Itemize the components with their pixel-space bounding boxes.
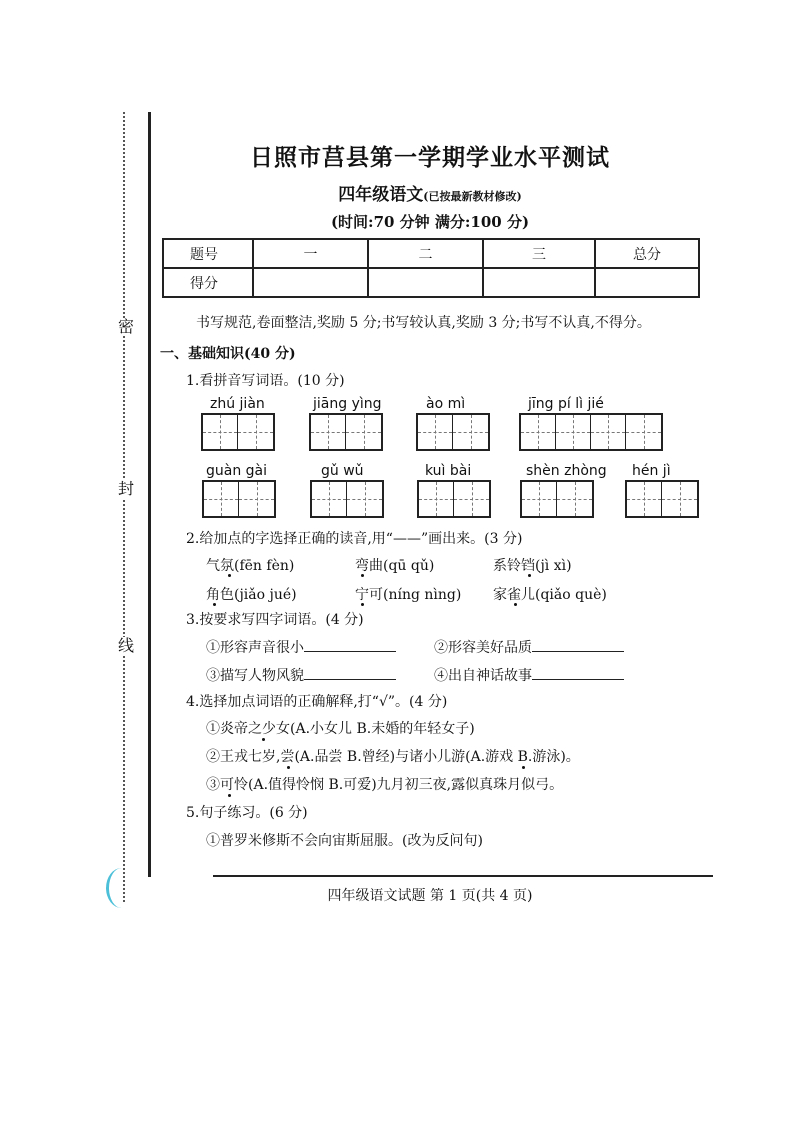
pinyin-label: guàn gài — [206, 463, 268, 479]
binding-dotted-line — [123, 112, 125, 902]
char-writing-boxes[interactable] — [202, 480, 276, 518]
definition-choice[interactable]: ②王戎七岁,尝(A.品尝 B.曾经)与诸小儿游(A.游戏 B.游泳)。 — [206, 749, 580, 765]
question-1-title: 1.看拼音写词语。(10 分) — [186, 373, 345, 389]
four-char-item: ②形容美好品质 — [434, 637, 624, 657]
char-writing-boxes[interactable] — [625, 480, 699, 518]
emphasis-dot — [262, 738, 265, 741]
score-row-label: 得分 — [163, 268, 253, 297]
emphasis-dot — [361, 603, 364, 606]
char-writing-boxes[interactable] — [519, 413, 663, 451]
pinyin-label: shèn zhòng — [526, 463, 607, 479]
exam-time-info: (时间:70 分钟 满分:100 分) — [330, 213, 530, 231]
seal-char-mi: 密 — [118, 317, 135, 336]
pinyin-label: gǔ wǔ — [321, 463, 364, 479]
char-writing-boxes[interactable] — [417, 480, 491, 518]
pinyin-label: ào mì — [426, 396, 466, 412]
emphasis-dot — [287, 766, 290, 769]
answer-blank[interactable] — [532, 639, 624, 652]
seal-char-feng: 封 — [118, 479, 135, 498]
answer-blank[interactable] — [532, 667, 624, 680]
four-char-item: ①形容声音很小 — [206, 637, 396, 657]
char-writing-boxes[interactable] — [309, 413, 383, 451]
emphasis-dot — [528, 574, 531, 577]
bleed-through-shadow — [712, 335, 772, 635]
emphasis-dot — [522, 766, 525, 769]
writing-note: 书写规范,卷面整洁,奖励 5 分;书写较认真,奖励 3 分;书写不认真,不得分。 — [196, 315, 651, 331]
score-header-cell: 题号 — [163, 239, 253, 268]
pinyin-label: jiāng yìng — [313, 396, 382, 412]
score-header-cell: 总分 — [595, 239, 699, 268]
emphasis-dot — [514, 603, 517, 606]
pinyin-label: jīng pí lì jié — [528, 396, 604, 412]
score-header-cell: 二 — [368, 239, 483, 268]
pinyin-label: hén jì — [632, 463, 671, 479]
pronunciation-option[interactable]: 宁可(níng nìng) — [355, 587, 462, 603]
char-writing-boxes[interactable] — [416, 413, 490, 451]
pronunciation-option[interactable]: 气氛(fēn fèn) — [206, 558, 295, 574]
definition-choice[interactable]: ①炎帝之少女(A.小女儿 B.未婚的年轻女子) — [206, 721, 475, 737]
four-char-item: ③描写人物风貌 — [206, 665, 396, 685]
pronunciation-option[interactable]: 家雀儿(qiǎo què) — [493, 587, 607, 603]
footer-rule — [213, 875, 713, 877]
page-footer: 四年级语文试题 第 1 页(共 4 页) — [327, 888, 533, 904]
question-5-title: 5.句子练习。(6 分) — [186, 805, 308, 821]
score-header-cell: 三 — [483, 239, 595, 268]
score-header-cell: 一 — [253, 239, 368, 268]
scan-mark — [106, 868, 137, 908]
section-title: 一、基础知识(40 分) — [160, 346, 296, 362]
emphasis-dot — [228, 574, 231, 577]
score-input-cell[interactable] — [483, 268, 595, 297]
question-4-title: 4.选择加点词语的正确解释,打“√”。(4 分) — [186, 694, 448, 710]
score-input-cell[interactable] — [253, 268, 368, 297]
subtitle-note: (已按最新教材修改) — [423, 190, 522, 203]
score-table — [162, 238, 700, 298]
char-writing-boxes[interactable] — [310, 480, 384, 518]
score-input-cell[interactable] — [368, 268, 483, 297]
question-2-title: 2.给加点的字选择正确的读音,用“——”画出来。(3 分) — [186, 531, 523, 547]
sentence-exercise: ①普罗米修斯不会向宙斯屈服。(改为反问句) — [206, 833, 483, 849]
answer-blank[interactable] — [304, 667, 396, 680]
score-input-cell[interactable] — [595, 268, 699, 297]
seal-char-xian: 线 — [118, 636, 135, 655]
pinyin-label: kuì bài — [425, 463, 472, 479]
emphasis-dot — [228, 794, 231, 797]
emphasis-dot — [361, 574, 364, 577]
pronunciation-option[interactable]: 角色(jiǎo jué) — [206, 587, 297, 603]
score-table-score-row — [163, 268, 699, 297]
pronunciation-option[interactable]: 系铃铛(jì xì) — [493, 558, 572, 574]
exam-subtitle: 四年级语文(已按最新教材修改) — [338, 185, 522, 205]
char-writing-boxes[interactable] — [520, 480, 594, 518]
score-table-header-row — [163, 239, 699, 268]
answer-blank[interactable] — [304, 639, 396, 652]
question-3-title: 3.按要求写四字词语。(4 分) — [186, 612, 364, 628]
exam-title: 日照市莒县第一学期学业水平测试 — [250, 144, 610, 171]
pronunciation-option[interactable]: 弯曲(qū qǔ) — [355, 558, 435, 574]
emphasis-dot — [213, 603, 216, 606]
four-char-item: ④出自神话故事 — [434, 665, 624, 685]
pinyin-label: zhú jiàn — [210, 396, 265, 412]
definition-choice[interactable]: ③可怜(A.值得怜悯 B.可爱)九月初三夜,露似真珠月似弓。 — [206, 777, 564, 793]
char-writing-boxes[interactable] — [201, 413, 275, 451]
